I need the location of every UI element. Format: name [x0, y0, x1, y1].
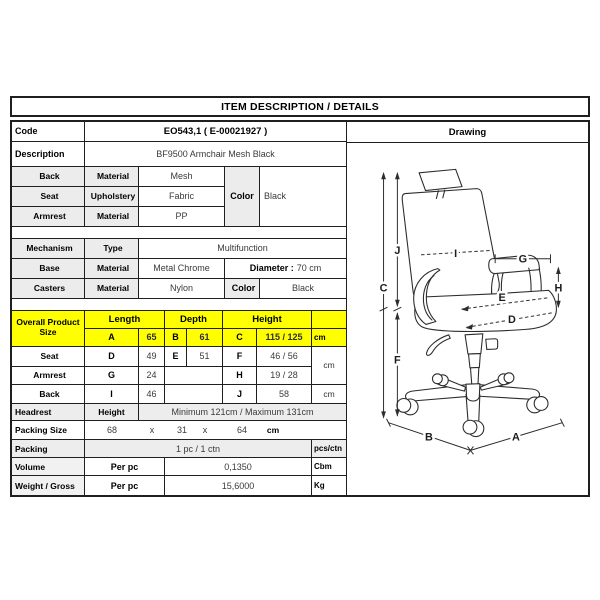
- sheet-title: [10, 96, 590, 117]
- color-value: Black: [260, 167, 346, 227]
- diameter-value: 70 cm: [296, 263, 322, 274]
- sheet-title-text: ITEM DESCRIPTION / DETAILS: [221, 100, 379, 113]
- diameter-label: Diameter :: [249, 263, 294, 274]
- size-header-unit: cm: [312, 329, 346, 347]
- base-material-value: Metal Chrome: [139, 259, 225, 279]
- dim-value-b: 61: [187, 329, 223, 347]
- armrest-depth-empty: [165, 367, 223, 385]
- back-material-value: Mesh: [139, 167, 225, 187]
- dim-break-tick: [393, 307, 401, 311]
- spec-table: [10, 120, 590, 497]
- size-seat-label: Seat: [12, 347, 85, 367]
- seat-upholstery-value: Fabric: [139, 187, 225, 207]
- headrest-row: [12, 403, 346, 422]
- headrest-value: Minimum 121cm / Maximum 131cm: [171, 407, 314, 417]
- mechanism-attr: Type: [85, 239, 139, 259]
- armrest-attr: Material: [85, 207, 139, 227]
- size-back-label: Back: [12, 385, 85, 403]
- casters-color-label: Color: [225, 279, 260, 299]
- description-label: Description: [12, 142, 85, 166]
- drawing-label-g: G: [518, 253, 528, 266]
- armrest-label: Armrest: [12, 207, 85, 227]
- packing-size-row: [12, 421, 346, 440]
- drawing-label-d: D: [508, 313, 516, 326]
- base-label: Base: [12, 259, 85, 279]
- dim-value-e: 51: [187, 347, 223, 367]
- packing-value: 1 pc / 1 ctn: [85, 440, 312, 457]
- arrowhead: [395, 409, 400, 416]
- dim-letter-e: E: [165, 347, 187, 367]
- headrest-outline: [419, 169, 462, 190]
- arrowhead: [395, 312, 400, 319]
- tilt-lever: [426, 335, 450, 356]
- dim-letter-d: D: [85, 347, 139, 367]
- arrowhead: [381, 172, 386, 179]
- drawing-column: [347, 122, 588, 495]
- seat-outline: [415, 290, 557, 331]
- dim-letter-g: G: [85, 367, 139, 385]
- drawing-label-f: F: [394, 354, 401, 367]
- packing-x-1: x: [149, 425, 155, 436]
- code-label: Code: [12, 122, 85, 141]
- headrest-attr: Height: [85, 404, 139, 421]
- arrowhead: [395, 300, 400, 307]
- drawing-label-b: B: [425, 431, 433, 444]
- dim-letter-i: I: [85, 385, 139, 403]
- volume-row: [12, 458, 346, 476]
- chair-technical-drawing: [347, 143, 589, 495]
- dim-letter-f: F: [223, 347, 257, 367]
- seat-attr: Upholstery: [85, 187, 139, 207]
- mechanism-value: Multifunction: [139, 239, 346, 259]
- dim-value-a: 65: [139, 329, 165, 347]
- dim-value-f: 46 / 56: [257, 347, 312, 367]
- dim-letter-j: J: [223, 385, 257, 403]
- packing-dim-3: 64: [236, 425, 248, 436]
- depth-header: Depth: [165, 311, 223, 329]
- arrowhead: [381, 411, 386, 418]
- drawing-label-h: H: [554, 282, 563, 295]
- packing-unit: pcs/ctn: [314, 444, 343, 454]
- volume-unit: Cbm: [314, 462, 332, 472]
- caster-right: [534, 397, 548, 411]
- size-title: Overall Product Size: [12, 311, 85, 347]
- casters-color-value: Black: [260, 279, 346, 299]
- caster-back-left: [432, 374, 442, 384]
- dim-value-j: 58: [257, 385, 312, 403]
- spec-table-left: [12, 122, 347, 495]
- seat-label: Seat: [12, 187, 85, 207]
- back-unit: cm: [323, 388, 335, 399]
- armrest-material-value: PP: [139, 207, 225, 227]
- casters-attr: Material: [85, 279, 139, 299]
- drawing-canvas: [347, 143, 588, 495]
- dim-value-h: 19 / 28: [257, 367, 312, 385]
- volume-label: Volume: [12, 458, 85, 475]
- drawing-label-j: J: [394, 244, 401, 257]
- spacer-row: [12, 227, 346, 239]
- gas-lift-mid: [468, 354, 480, 368]
- dim-value-g: 24: [139, 367, 165, 385]
- weight-per: Per pc: [85, 476, 165, 495]
- packing-dim-1: 68: [106, 425, 118, 436]
- weight-value: 15,6000: [165, 476, 312, 495]
- caster-front: [463, 420, 477, 434]
- size-block: [12, 311, 346, 403]
- base-diameter: [225, 259, 346, 279]
- dim-letter-a: A: [85, 329, 139, 347]
- base-hub: [466, 384, 480, 401]
- dim-value-c: 115 / 125: [257, 329, 312, 347]
- mechanism-block: [12, 239, 346, 299]
- arrowhead: [395, 172, 400, 179]
- packing-label: Packing: [12, 440, 85, 457]
- mechanism-label: Mechanism: [12, 239, 85, 259]
- weight-label: Weight / Gross: [12, 476, 85, 495]
- drawing-label-i: I: [454, 247, 458, 260]
- drawing-label-c: C: [379, 282, 388, 295]
- spacer-row: [12, 299, 346, 311]
- code-row: [12, 122, 346, 142]
- right-armrest-pad: [489, 255, 540, 273]
- caster-back-right: [504, 373, 514, 383]
- drawing-label-a: A: [511, 431, 520, 444]
- seat-armrest-unit: cm: [312, 347, 346, 385]
- headrest-label: Headrest: [12, 404, 85, 421]
- casters-label: Casters: [12, 279, 85, 299]
- description-row: [12, 142, 346, 167]
- back-attr: Material: [85, 167, 139, 187]
- drawing-header: Drawing: [347, 122, 588, 143]
- weight-unit: Kg: [314, 481, 325, 491]
- mechanism-box: [486, 339, 498, 350]
- arrowhead: [556, 267, 561, 274]
- dim-value-d: 49: [139, 347, 165, 367]
- code-value: EO543,1 ( E-00021927 ): [163, 125, 268, 137]
- color-label: Color: [225, 167, 260, 227]
- packing-size-unit: cm: [266, 425, 280, 436]
- gas-lift-top: [465, 334, 483, 354]
- description-value: BF9500 Armchair Mesh Black: [156, 148, 275, 159]
- packing-dim-2: 31: [176, 425, 188, 436]
- height-header: Height: [223, 311, 312, 329]
- volume-per: Per pc: [85, 458, 165, 475]
- packing-size-label: Packing Size: [12, 421, 85, 439]
- volume-value: 0,1350: [165, 458, 312, 475]
- weight-row: [12, 476, 346, 495]
- dim-value-i: 46: [139, 385, 165, 403]
- packing-row: [12, 440, 346, 458]
- back-label: Back: [12, 167, 85, 187]
- size-armrest-label: Armrest: [12, 367, 85, 385]
- base-attr: Material: [85, 259, 139, 279]
- length-header: Length: [85, 311, 165, 329]
- drawing-label-e: E: [498, 292, 506, 305]
- size-header-empty: [312, 311, 346, 329]
- dim-letter-c: C: [223, 329, 257, 347]
- dim-letter-h: H: [223, 367, 257, 385]
- dim-letter-b: B: [165, 329, 187, 347]
- materials-block: [12, 167, 346, 227]
- back-depth-empty: [165, 385, 223, 403]
- casters-material-value: Nylon: [139, 279, 225, 299]
- packing-size-value: [85, 421, 346, 439]
- packing-x-2: x: [202, 425, 208, 436]
